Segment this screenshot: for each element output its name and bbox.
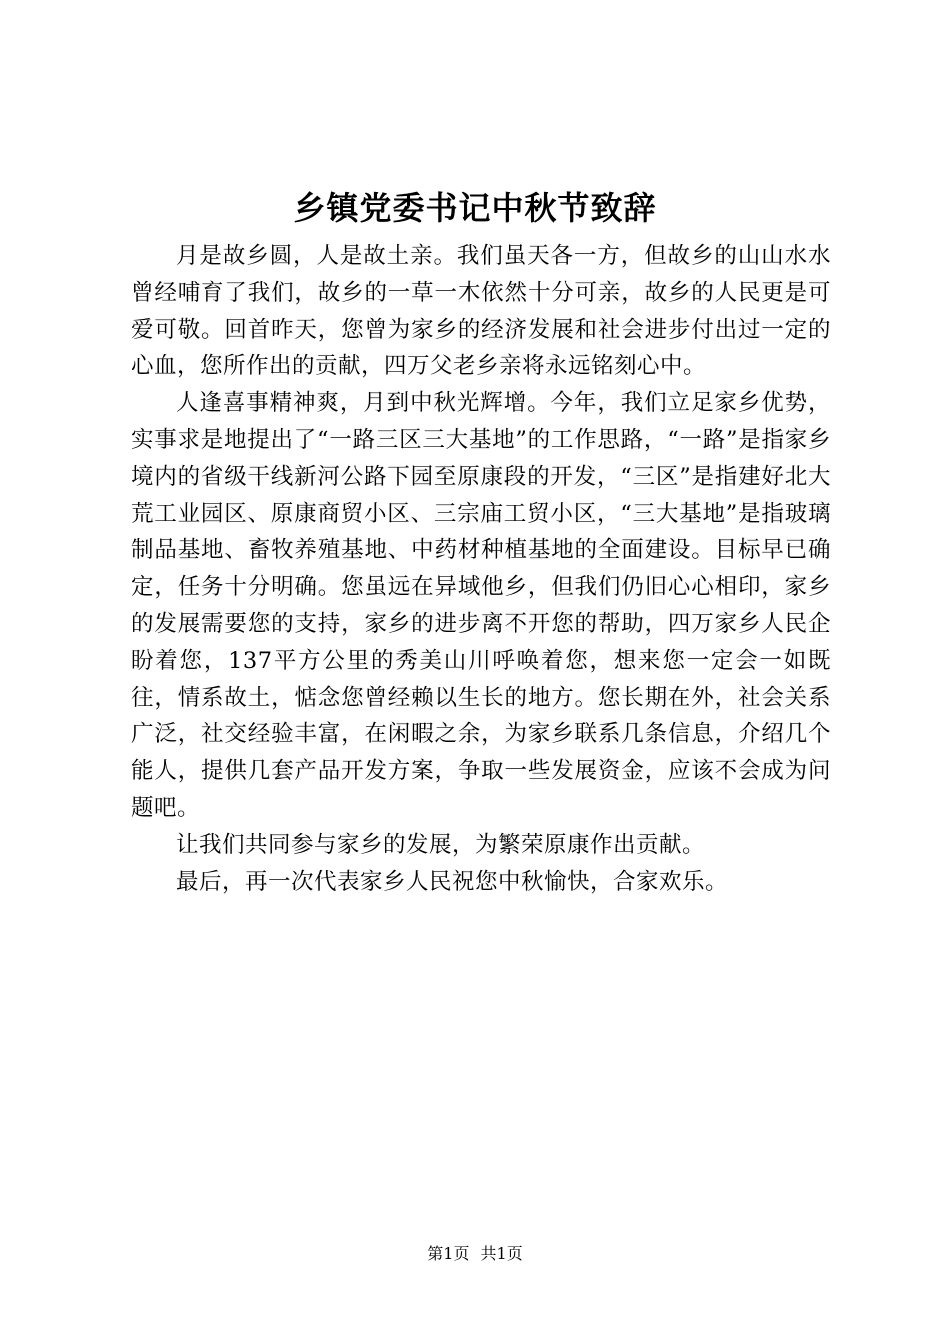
paragraph-3: 让我们共同参与家乡的发展，为繁荣原康作出贡献。 [176, 831, 706, 858]
paragraph-1: 月是故乡圆，人是故土亲。我们虽天各一方，但故乡的山山水水曾经哺育了我们，故乡的一草一木依然十分可亲，故乡的人民更是可爱可敬。回首昨天，您曾为家乡的经济发展和社会进步付出过一定的心血，您所作出的贡献，四万父老乡亲将永远铭刻心中。 [131, 243, 831, 380]
page-footer [0, 1242, 950, 1266]
paragraph-4: 最后，再一次代表家乡人民祝您中秋愉快，合家欢乐。 [176, 868, 729, 895]
paragraph-2: 人逢喜事精神爽，月到中秋光辉增。今年，我们立足家乡优势，实事求是地提出了“一路三区三大基地”的工作思路，“一路”是指家乡境内的省级干线新河公路下园至原康段的开发，“三区”是指建好北大荒工业园区、原康商贸小区、三宗庙工贸小区，“三大基地”是指玻璃制品基地、畜牧养殖基地、中药材种植基地的全面建设。目标早已确定，任务十分明确。您虽远在异域他乡，但我们仍旧心心相印，家乡的发展需要您的支持，家乡的进步离不开您的帮助，四万家乡人民企盼着您，137平方公里的秀美山川呼唤着您，想来您一定会一如既往，情系故土，惦念您曾经赖以生长的地方。您长期在外，社会关系广泛，社交经验丰富，在闲暇之余，为家乡联系几条信息，介绍几个能人，提供几套产品开发方案，争取一些发展资金，应该不会成为问题吧。 [131, 390, 831, 821]
document-title: 乡镇党委书记中秋节致辞 [293, 189, 657, 227]
page-number: 第1页 [427, 1244, 470, 1263]
page-total: 共1页 [480, 1244, 523, 1263]
document-body [131, 238, 831, 900]
